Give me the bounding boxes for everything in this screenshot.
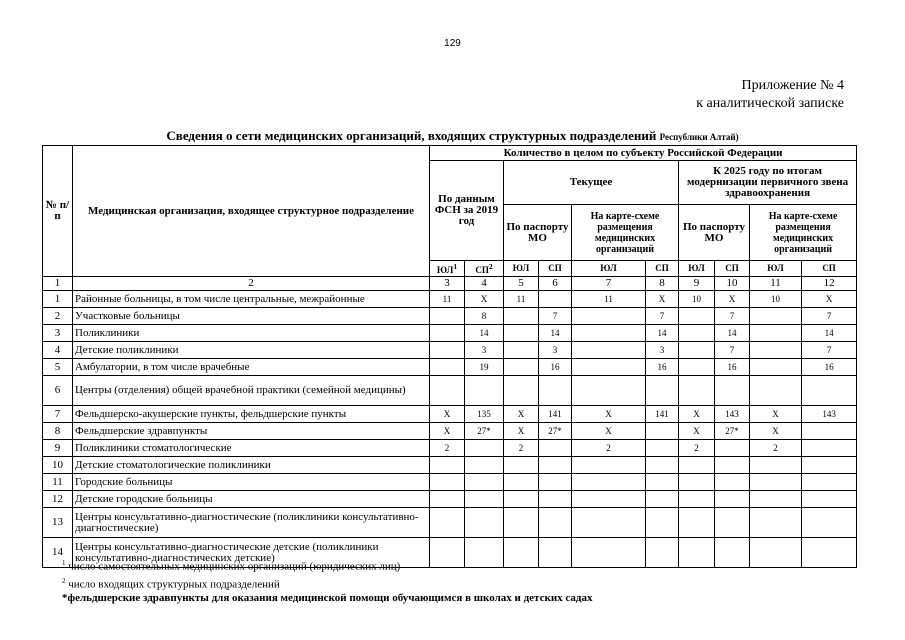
row-organization-name: Детские городские больницы <box>73 491 430 508</box>
table-cell: 7 <box>802 342 857 359</box>
footnotes <box>62 556 593 605</box>
table-cell <box>572 325 646 342</box>
table-cell <box>646 474 679 491</box>
table-cell <box>646 508 679 538</box>
table-cell <box>572 308 646 325</box>
table-cell <box>572 491 646 508</box>
table-row <box>43 325 857 342</box>
footnote-3: *фельдшерские здравпункты для оказания медицинской помощи обучающимся в школах и детских садах <box>62 592 593 605</box>
table-row <box>43 376 857 406</box>
table-cell <box>504 325 539 342</box>
table-cell <box>504 376 539 406</box>
row-organization-name: Фельдшерско-акушерские пункты, фельдшерские пункты <box>73 406 430 423</box>
table-cell <box>802 423 857 440</box>
table-cell <box>504 308 539 325</box>
page-number: 129 <box>444 38 461 49</box>
table-cell <box>715 440 750 457</box>
table-cell <box>679 457 715 474</box>
row-organization-name: Поликлиники стоматологические <box>73 440 430 457</box>
table-cell <box>646 440 679 457</box>
table-cell <box>539 440 572 457</box>
table-cell <box>750 325 802 342</box>
table-cell <box>430 474 465 491</box>
table-row <box>43 308 857 325</box>
table-cell <box>679 376 715 406</box>
header-map: На карте-схеме размещения медицинских организаций <box>572 205 679 261</box>
table-row <box>43 491 857 508</box>
table-cell: Х <box>465 291 504 308</box>
table-cell: 27* <box>465 423 504 440</box>
table-cell <box>539 457 572 474</box>
table-cell: 143 <box>715 406 750 423</box>
unit-yul: ЮЛ <box>750 261 802 277</box>
table-cell <box>802 457 857 474</box>
table-cell: Х <box>430 406 465 423</box>
table-cell: 8 <box>465 308 504 325</box>
table-cell: Х <box>679 406 715 423</box>
table-cell <box>750 359 802 376</box>
table-cell: 16 <box>715 359 750 376</box>
table-cell: 3 <box>646 342 679 359</box>
table-cell <box>750 538 802 568</box>
table-cell <box>430 342 465 359</box>
row-number: 13 <box>43 508 73 538</box>
column-number: 5 <box>504 277 539 291</box>
header-current: Текущее <box>504 161 679 205</box>
row-organization-name: Детские поликлиники <box>73 342 430 359</box>
table-cell: 14 <box>646 325 679 342</box>
table-cell <box>750 342 802 359</box>
table-cell <box>430 376 465 406</box>
table-cell <box>715 457 750 474</box>
table-cell <box>504 508 539 538</box>
column-number: 9 <box>679 277 715 291</box>
medical-network-table <box>42 145 857 568</box>
table-cell <box>646 538 679 568</box>
table-cell <box>679 508 715 538</box>
table-cell <box>572 474 646 491</box>
column-number: 2 <box>73 277 430 291</box>
table-cell: 141 <box>646 406 679 423</box>
table-cell <box>465 508 504 538</box>
table-cell: 19 <box>465 359 504 376</box>
title-region: Республики Алтай) <box>659 132 739 142</box>
table-cell <box>802 508 857 538</box>
table-cell <box>750 457 802 474</box>
column-number: 11 <box>750 277 802 291</box>
unit-sp: $СП^2$ <box>465 261 504 277</box>
table-cell <box>430 491 465 508</box>
column-number: 6 <box>539 277 572 291</box>
table-cell <box>646 423 679 440</box>
header-fsn: По данным ФСН за 2019 год <box>430 161 504 261</box>
header-organization: Медицинская организация, входящее структурное подразделение <box>73 146 430 277</box>
table-cell: 2 <box>679 440 715 457</box>
row-organization-name: Детские стоматологические поликлиники <box>73 457 430 474</box>
table-cell <box>750 376 802 406</box>
table-cell <box>430 508 465 538</box>
table-cell <box>430 308 465 325</box>
table-cell <box>465 491 504 508</box>
table-cell: 27* <box>539 423 572 440</box>
table-cell <box>539 508 572 538</box>
table-cell: 14 <box>465 325 504 342</box>
row-number: 10 <box>43 457 73 474</box>
row-number: 4 <box>43 342 73 359</box>
row-number: 12 <box>43 491 73 508</box>
row-organization-name: Центры (отделения) общей врачебной практики (семейной медицины) <box>73 376 430 406</box>
table-cell: 11 <box>430 291 465 308</box>
table-cell: 11 <box>504 291 539 308</box>
row-organization-name: Городские больницы <box>73 474 430 491</box>
row-number: 7 <box>43 406 73 423</box>
table-cell <box>802 376 857 406</box>
unit-sp: СП <box>802 261 857 277</box>
table-cell <box>646 457 679 474</box>
table-cell: 27* <box>715 423 750 440</box>
header-passport-2025: По паспорту МО <box>679 205 750 261</box>
table-cell: 14 <box>715 325 750 342</box>
table-cell: Х <box>802 291 857 308</box>
row-number: 14 <box>43 538 73 568</box>
table-cell: Х <box>679 423 715 440</box>
table-cell <box>572 342 646 359</box>
row-number: 11 <box>43 474 73 491</box>
table-cell <box>802 491 857 508</box>
unit-sp: СП <box>539 261 572 277</box>
table-cell <box>465 474 504 491</box>
table-cell: Х <box>572 406 646 423</box>
table-cell <box>715 538 750 568</box>
table-cell <box>750 491 802 508</box>
table-row <box>43 423 857 440</box>
table-cell <box>679 474 715 491</box>
table-cell <box>679 538 715 568</box>
table-cell <box>465 457 504 474</box>
table-cell <box>539 376 572 406</box>
table-cell <box>504 474 539 491</box>
table-cell <box>679 491 715 508</box>
table-cell <box>802 538 857 568</box>
column-number: 4 <box>465 277 504 291</box>
header-passport: По паспорту МО <box>504 205 572 261</box>
header-no: № п/п <box>43 146 73 277</box>
header-total: Количество в целом по субъекту Российской Федерации <box>430 146 857 161</box>
row-number: 9 <box>43 440 73 457</box>
table-row <box>43 440 857 457</box>
table-cell <box>715 474 750 491</box>
table-cell <box>430 325 465 342</box>
table-cell: 135 <box>465 406 504 423</box>
unit-yul: ЮЛ <box>572 261 646 277</box>
table-cell: 14 <box>802 325 857 342</box>
column-number: 12 <box>802 277 857 291</box>
table-cell <box>679 342 715 359</box>
row-organization-name: Районные больницы, в том числе центральные, межрайонные <box>73 291 430 308</box>
table-row <box>43 474 857 491</box>
column-number: 7 <box>572 277 646 291</box>
table-cell: 10 <box>750 291 802 308</box>
table-cell <box>504 457 539 474</box>
header-2025: К 2025 году по итогам модернизации первичного звена здравоохранения <box>679 161 857 205</box>
table-cell <box>646 376 679 406</box>
footnote-1: $^1$ число самостоятельных медицинских организаций (юридических лиц) <box>62 559 401 573</box>
table-cell <box>572 376 646 406</box>
table-cell: Х <box>504 406 539 423</box>
table-cell: 141 <box>539 406 572 423</box>
table-cell: 7 <box>715 308 750 325</box>
table-row <box>43 406 857 423</box>
table-cell <box>465 440 504 457</box>
table-cell <box>539 474 572 491</box>
table-cell: Х <box>646 291 679 308</box>
row-organization-name: Фельдшерские здравпункты <box>73 423 430 440</box>
table-cell <box>715 491 750 508</box>
table-cell <box>750 508 802 538</box>
row-number: 3 <box>43 325 73 342</box>
header-map-2025: На карте-схеме размещения медицинских организаций <box>750 205 857 261</box>
document-title <box>0 128 905 144</box>
table-row <box>43 457 857 474</box>
table-cell: 11 <box>572 291 646 308</box>
table-cell <box>679 325 715 342</box>
table-cell <box>539 491 572 508</box>
column-number-row <box>43 277 857 291</box>
table-cell <box>679 308 715 325</box>
table-cell: 143 <box>802 406 857 423</box>
unit-sp: СП <box>715 261 750 277</box>
table-cell <box>646 491 679 508</box>
table-cell: 2 <box>504 440 539 457</box>
column-number: 3 <box>430 277 465 291</box>
unit-sp: СП <box>646 261 679 277</box>
table-cell <box>679 359 715 376</box>
table-row <box>43 342 857 359</box>
table-cell <box>750 308 802 325</box>
table-cell <box>539 291 572 308</box>
row-number: 6 <box>43 376 73 406</box>
table-cell <box>465 376 504 406</box>
column-number: 1 <box>43 277 73 291</box>
table-cell: Х <box>715 291 750 308</box>
table-cell <box>504 491 539 508</box>
table-cell: Х <box>504 423 539 440</box>
table-cell <box>430 457 465 474</box>
table-cell: 2 <box>572 440 646 457</box>
table-cell: Х <box>750 406 802 423</box>
table-row <box>43 291 857 308</box>
row-number: 1 <box>43 291 73 308</box>
table-cell: 7 <box>646 308 679 325</box>
table-cell: 14 <box>539 325 572 342</box>
column-number: 8 <box>646 277 679 291</box>
table-cell <box>715 376 750 406</box>
row-number: 8 <box>43 423 73 440</box>
row-number: 2 <box>43 308 73 325</box>
table-cell: 16 <box>646 359 679 376</box>
table-cell: 16 <box>539 359 572 376</box>
table-cell: Х <box>750 423 802 440</box>
table-cell: Х <box>430 423 465 440</box>
title-main: Сведения о сети медицинских организаций, входящих структурных подразделений <box>166 128 657 143</box>
table-cell <box>572 508 646 538</box>
row-organization-name: Центры консультативно-диагностические (поликлиники консультативно-диагностические) <box>73 508 430 538</box>
annex-label <box>696 77 844 113</box>
table-cell: 3 <box>539 342 572 359</box>
table-cell <box>750 474 802 491</box>
unit-yul: $ЮЛ^1$ <box>430 261 465 277</box>
table-cell: 7 <box>802 308 857 325</box>
table-cell <box>572 359 646 376</box>
table-cell: 2 <box>750 440 802 457</box>
row-organization-name: Участковые больницы <box>73 308 430 325</box>
row-organization-name: Амбулатории, в том числе врачебные <box>73 359 430 376</box>
table-cell: 3 <box>465 342 504 359</box>
table-cell: 7 <box>539 308 572 325</box>
table-cell: Х <box>572 423 646 440</box>
row-organization-name: Центры консультативно-диагностические детские (поликлиники консультативно-диагностических детские) <box>73 538 430 568</box>
table-cell: 16 <box>802 359 857 376</box>
table-cell <box>504 359 539 376</box>
footnote-2: $^2$ число входящих структурных подразделений <box>62 576 280 591</box>
table-cell: 2 <box>430 440 465 457</box>
unit-yul: ЮЛ <box>504 261 539 277</box>
table-cell <box>715 508 750 538</box>
table-cell: 10 <box>679 291 715 308</box>
table-cell <box>802 440 857 457</box>
column-number: 10 <box>715 277 750 291</box>
unit-yul: ЮЛ <box>679 261 715 277</box>
table-cell <box>430 359 465 376</box>
table-row <box>43 359 857 376</box>
table-cell <box>802 474 857 491</box>
table-row <box>43 508 857 538</box>
table-cell: 7 <box>715 342 750 359</box>
annex-line-1: Приложение № 4 <box>741 78 844 93</box>
annex-line-2: к аналитической записке <box>696 96 844 111</box>
row-number: 5 <box>43 359 73 376</box>
row-organization-name: Поликлиники <box>73 325 430 342</box>
table-cell <box>572 457 646 474</box>
table-cell <box>504 342 539 359</box>
